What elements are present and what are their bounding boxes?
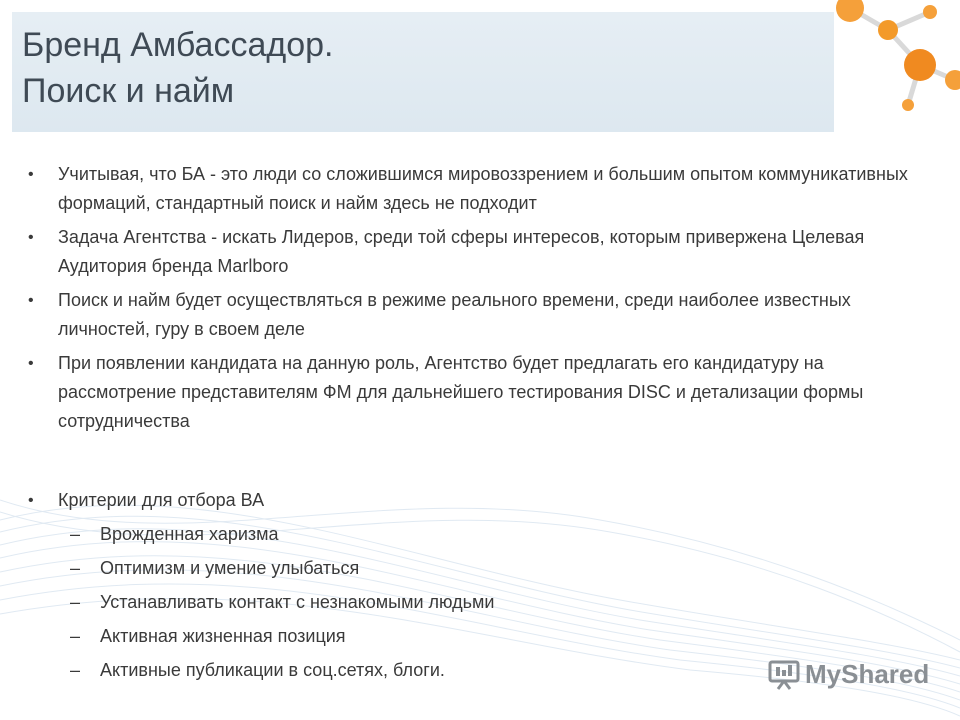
criteria-item	[58, 554, 928, 583]
bullet-marker: •	[28, 355, 34, 372]
bullet-text: При появлении кандидата на данную роль, Агентство будет предлагать его кандидатуру на рассмотрение представителям ФМ для дальнейшего тестирования DISC и детализации формы сотрудничества	[58, 353, 864, 431]
dash-marker: –	[70, 626, 81, 646]
bullet-item	[28, 286, 928, 344]
watermark	[767, 656, 929, 692]
dash-marker: –	[70, 524, 81, 544]
criteria-text: Устанавливать контакт с незнакомыми людьми	[100, 592, 495, 612]
dash-marker: –	[70, 558, 81, 578]
criteria-item	[58, 588, 928, 617]
bullet-text: Учитывая, что БА - это люди со сложившимся мировоззрением и большим опытом коммуникативных формаций, стандартный поиск и найм здесь не подходит	[58, 164, 908, 213]
bullet-item	[28, 349, 928, 436]
criteria-text: Активная жизненная позиция	[100, 626, 346, 646]
presentation-icon	[767, 657, 801, 691]
slide-content	[28, 160, 928, 690]
title-line-1: Бренд Амбассадор.	[22, 26, 334, 64]
spacer	[28, 441, 928, 486]
slide-title	[22, 22, 333, 114]
molecule-decoration	[830, 0, 960, 130]
criteria-text: Активные публикации в соц.сетях, блоги.	[100, 660, 445, 680]
bullet-item	[28, 223, 928, 281]
criteria-item	[58, 622, 928, 651]
dash-marker: –	[70, 592, 81, 612]
watermark-text: MyShared	[805, 658, 930, 689]
bullet-marker: •	[28, 292, 34, 309]
bullet-text: Задача Агентства - искать Лидеров, среди той сферы интересов, которым привержена Целевая Аудитория бренда Marlboro	[58, 227, 865, 276]
title-line-2: Поиск и найм	[22, 72, 235, 110]
bullet-marker: •	[28, 492, 34, 509]
dash-marker: –	[70, 660, 81, 680]
criteria-item	[58, 520, 928, 549]
criteria-text: Врожденная харизма	[100, 524, 279, 544]
criteria-heading: Критерии для отбора ВА	[58, 490, 265, 510]
bullet-marker: •	[28, 229, 34, 246]
title-box	[12, 12, 834, 132]
bullet-item	[28, 160, 928, 218]
bullet-marker: •	[28, 166, 34, 183]
bullet-list	[28, 160, 928, 436]
bullet-text: Поиск и найм будет осуществляться в режиме реального времени, среди наиболее известных личностей, гуру в своем деле	[58, 290, 851, 339]
criteria-text: Оптимизм и умение улыбаться	[100, 558, 360, 578]
